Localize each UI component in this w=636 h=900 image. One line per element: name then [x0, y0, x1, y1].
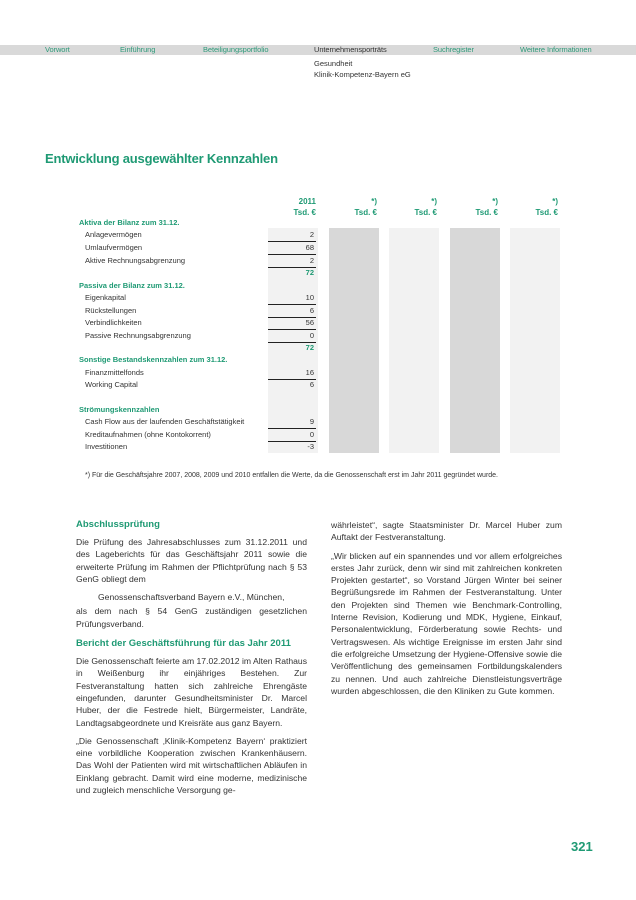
heading-abschlusspruefung: Abschlussprüfung: [76, 519, 160, 530]
row-value: 56: [268, 317, 316, 330]
row-value: 0: [268, 330, 316, 343]
paragraph: „Wir blicken auf ein spannendes und vor allem erfolgreiches erstes Jahr zurück, denn wir sind mit zahlreichen konkreten Projekten gestartet“, so Vorstand Jürgen Winter bei seiner Begrüßungsrede im Rahmen der Festveranstaltung. Unter den Projekten sind Themen wie Benchmark-Controlling, Interne Revision, Kodierung und MDK, Hygiene, Einkauf, Personalentwicklung, Förderberatung sowie Rechts- und Vertragswesen. Als wichtige Ereignisse im ersten Jahr sind die erfolgreiche Umsetzung der Hygiene-Offensive sowie die Veröffentlichung des gemeinsamen Fortbildungskalenders zu nennen. Und auch zahlreiche Dienstleistungsverträge wurden abgeschlossen, die den Kliniken zu Gute kommen.: [331, 550, 562, 696]
row-label: Passive Rechnungsabgrenzung: [85, 331, 191, 340]
column-empty-4: [510, 228, 560, 453]
row-label: Cash Flow aus der laufenden Geschäftstätigkeit: [85, 417, 245, 426]
section-stroemung: Strömungskennzahlen: [79, 405, 160, 414]
top-navigation: [0, 45, 636, 55]
nav-weitere-informationen[interactable]: Weitere Informationen: [520, 45, 592, 54]
row-value: 10: [268, 292, 316, 305]
paragraph: währleistet“, sagte Staatsminister Dr. Marcel Huber zum Auftakt der Festveranstaltung.: [331, 520, 562, 543]
breadcrumb: [314, 58, 411, 80]
paragraph: Genossenschaftsverband Bayern e.V., München,: [98, 592, 285, 603]
section-sonstige: Sonstige Bestandskennzahlen zum 31.12.: [79, 355, 228, 364]
row-label: Aktive Rechnungsabgrenzung: [85, 256, 186, 265]
heading-bericht: Bericht der Geschäftsführung für das Jahr 2011: [76, 638, 291, 650]
nav-einfuehrung[interactable]: Einführung: [120, 45, 156, 54]
paragraph: Die Genossenschaft feierte am 17.02.2012 im Alten Rathaus in Weißenburg ihr einjähriges Bestehen. Zur Festveranstaltung hatten sich zahlreiche Ehrengäste eingefunden, darunter Gesundheitsminister Dr. Marcel Huber, der die Festrede hielt, Bürgermeister, Landräte, Landtagsabgeordnete und Kreisräte aus ganz Bayern.: [76, 656, 307, 728]
column-header: *) Tsd. €: [475, 197, 498, 217]
row-value: 0: [268, 429, 316, 442]
column-empty-1: [329, 228, 379, 453]
row-value: 2: [268, 255, 316, 268]
column-empty-2: [389, 228, 439, 453]
nav-vorwort[interactable]: Vorwort: [45, 45, 70, 54]
nav-suchregister[interactable]: Suchregister: [433, 45, 474, 54]
total-passiva: 72: [305, 343, 314, 352]
row-label: Verbindlichkeiten: [85, 318, 142, 327]
row-label: Umlaufvermögen: [85, 243, 143, 252]
row-value: 9: [268, 416, 316, 429]
column-header: *) Tsd. €: [535, 197, 558, 217]
right-column: [331, 519, 562, 703]
nav-unternehmensportraets[interactable]: Unternehmensporträts: [314, 45, 387, 54]
left-column: [76, 519, 307, 802]
column-empty-3: [450, 228, 500, 453]
section-aktiva: Aktiva der Bilanz zum 31.12.: [79, 218, 180, 227]
row-value: 16: [268, 367, 316, 380]
row-label: Finanzmittelfonds: [85, 368, 144, 377]
paragraph: als dem nach § 54 GenG zuständigen gesetzlichen Prüfungsverband.: [76, 606, 307, 629]
row-label: Kreditaufnahmen (ohne Kontokorrent): [85, 430, 211, 439]
row-value: 2: [268, 229, 316, 242]
breadcrumb-category: Gesundheit: [314, 59, 353, 68]
row-label: Working Capital: [85, 380, 138, 389]
row-label: Rückstellungen: [85, 306, 137, 315]
row-value: -3: [307, 442, 314, 451]
row-label: Eigenkapital: [85, 293, 126, 302]
total-aktiva: 72: [305, 268, 314, 277]
row-label: Investitionen: [85, 442, 128, 451]
column-header: *) Tsd. €: [354, 197, 377, 217]
section-passiva: Passiva der Bilanz zum 31.12.: [79, 281, 185, 290]
row-value: 68: [268, 242, 316, 255]
nav-beteiligungsportfolio[interactable]: Beteiligungsportfolio: [203, 45, 269, 54]
table-footnote: *) Für die Geschäftsjahre 2007, 2008, 2009 und 2010 entfallen die Werte, da die Genossenschaft erst im Jahr 2011 gegründet wurde.: [85, 472, 498, 479]
column-header: *) Tsd. €: [414, 197, 437, 217]
page-title: Entwicklung ausgewählter Kennzahlen: [45, 151, 278, 166]
breadcrumb-company: Klinik-Kompetenz-Bayern eG: [314, 70, 411, 79]
row-value: 6: [309, 380, 314, 389]
column-header: 2011 Tsd. €: [293, 197, 316, 217]
paragraph: Die Prüfung des Jahresabschlusses zum 31.12.2011 und des Lageberichts für das Geschäftsjahr 2011 sowie die erweiterte Prüfung im Rahmen der Pflichtprüfung nach § 53 GenG obliegt dem: [76, 537, 307, 584]
paragraph: „Die Genossenschaft ‚Klinik-Kompetenz Bayern‘ praktiziert eine vorbildliche Kooperation zwischen Krankenhäusern. Das Wohl der Patienten wird mit wirtschaftlichen Abläufen in Einklang gebracht. Damit wird eine moderne, medizinische und zugleich menschliche Versorgung ge-: [76, 735, 307, 796]
page-number: 321: [571, 839, 593, 854]
row-value: 6: [268, 305, 316, 318]
row-label: Anlagevermögen: [85, 230, 142, 239]
